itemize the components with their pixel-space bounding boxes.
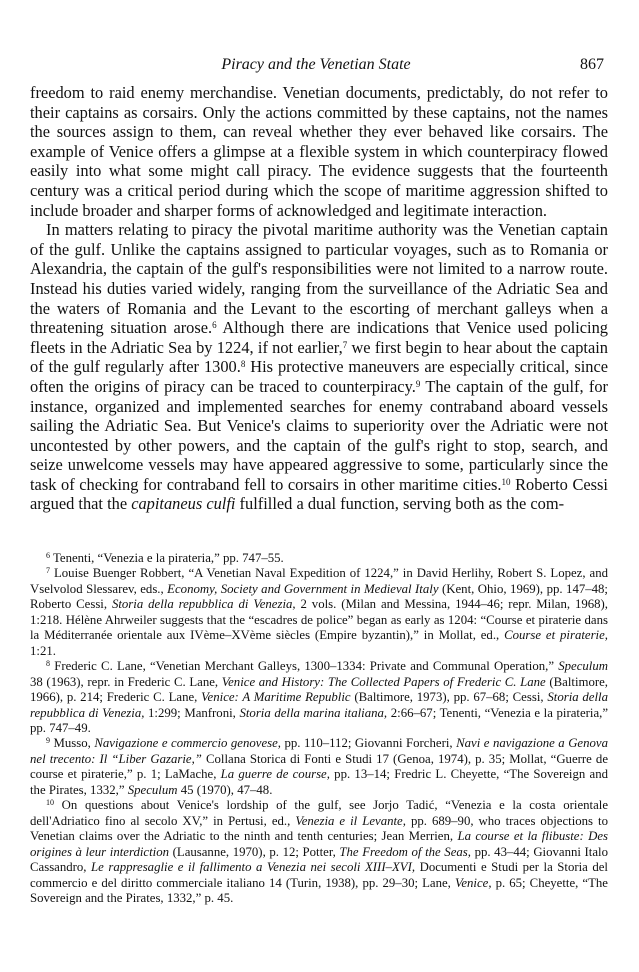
footnote-8: $^8$ Frederic C. Lane, “Venetian Merchant Galleys, 1300–1334: Private and Communal Operation,” Speculum 38 (1963), repr. in Frederic C. Lane, Venice and History: The Collected Papers of Frederic C. Lane (Baltimore, 1966), p. 214; Frederic C. Lane, Venice: A Maritime Republic (Baltimore, 1973), pp. 67–68; Cessi, Storia della repubblica di Venezia, 1:299; Manfroni, Storia della marina italiana, 2:66–67; Tenenti, “Venezia e la pirateria,” pp. 747–49. — [30, 659, 609, 735]
footnote-9: $^9$ Musso, Navigazione e commercio genovese, pp. 110–112; Giovanni Forcheri, Navi e navigazione a Genova nel trecento: Il “Liber Gazarie,” Collana Storica di Fonti e Studi 17 (Genoa, 1974), p. 35; Mollat, “Guerre de course et piraterie,” p. 1; LaMache, La guerre de course, pp. 13–14; Fredric L. Cheyette, “The Sovereign and the Pirates, 1332,” Speculum 45 (1970), 47–48. — [30, 736, 608, 797]
page-number: 867 — [580, 56, 604, 73]
paragraph-2: In matters relating to piracy the pivotal maritime authority was the Venetian captain of the gulf. Unlike the captains assigned to particular voyages, such as to Romania or Alexandria, the captain of the gulf's responsibilities were not limited to a narrow route. Instead his duties varied widely, ranging from the surveillance of the Adriatic Sea and the waters of Romania and the Levant to the escorting of merchant galleys when a threatening situation arose.$^6$ Although there are indications that Venice used policing fleets in the Adriatic Sea by 1224, if not earlier,$^7$ we first begin to hear about the captain of the gulf regularly after 1300.$^8$ His protective maneuvers are especially critical, since often the origins of piracy can be traced to counterpiracy.$^9$ The captain of the gulf, for instance, organized and implemented searches for enemy contraband aboard vessels sailing the Adriatic Sea. But Venice's claims to superiority over the Adriatic were not uncontested by other powers, and the captain of the gulf's right to stop, search, and seize unwelcome vessels may have appeared aggressive to some, particularly since the task of checking for contraband fell to corsairs in other maritime cities.$^{10}$ Roberto Cessi argued that the capitaneus culfi fulfilled a dual function, serving both as the com- — [30, 220, 608, 514]
footnote-ref-6[interactable]: 6 — [212, 320, 217, 331]
footnote-10: $^{10}$ On questions about Venice's lordship of the gulf, see Jorjo Tadić, “Venezia e la costa orientale dell'Adriatico fino al secolo XV,” in Pertusi, ed., Venezia e il Levante, pp. 689–90, who traces objections to Venetian claims over the Adriatic to the ninth and tenth centuries; Jean Merrien, La course et la flibuste: Des origines à leur interdiction (Lausanne, 1970), p. 12; Potter, The Freedom of the Seas, pp. 43–44; Giovanni Italo Cassandro, Le rappresaglie e il fallimento a Venezia nei secoli XIII–XVI, Documenti e Studi per la Storia del commercio e del diritto commerciale italiano 14 (Turin, 1938), pp. 29–30; Lane, Venice, p. 65; Cheyette, “The Sovereign and the Pirates, 1332,” p. 45. — [30, 798, 608, 905]
footnote-6: $^6$ Tenenti, “Venezia e la pirateria,” pp. 747–55. — [46, 551, 284, 565]
paragraph-1: freedom to raid enemy merchandise. Venetian documents, predictably, do not refer to their captains as corsairs. Only the actions committed by these captains, not the names the sources assign to them, can reveal whether they ever behaved like corsairs. The example of Venice offers a glimpse at a flexible system in which counterpiracy flowed easily into what some might call piracy. The evidence suggests that the fourteenth century was a critical period during which the scope of maritime aggression shifted to include broader and sharper forms of acknowledged and legitimate interaction. — [30, 83, 608, 220]
footnote-ref-9[interactable]: 9 — [415, 378, 421, 389]
footnote-ref-8[interactable]: 8 — [240, 359, 246, 370]
body-text — [30, 83, 608, 514]
running-header — [28, 56, 604, 78]
footnote-7: $^7$ Louise Buenger Robbert, “A Venetian Naval Expedition of 1224,” in David Herlihy, Robert S. Lopez, and Vselvolod Slessarev, eds., Economy, Society and Government in Medieval Italy (Kent, Ohio, 1969), pp. 147–48; Roberto Cessi, Storia della repubblica di Venezia, 2 vols. (Milan and Messina, 1944–46; repr. Milan, 1968), 1:218. Hélène Ahrweiler suggests that the “escadres de police” began as early as 1204: “Course et piraterie dans la Méditerranée orientale aux IVème–XVème siècles (Empire byzantin),” in Mollat, ed., Course et piraterie, 1:21. — [30, 566, 609, 658]
footnotes — [30, 551, 608, 906]
footnote-ref-7[interactable]: 7 — [342, 339, 348, 350]
footnote-ref-10[interactable]: 10 — [501, 476, 511, 487]
running-title: Piracy and the Venetian State — [221, 56, 411, 73]
